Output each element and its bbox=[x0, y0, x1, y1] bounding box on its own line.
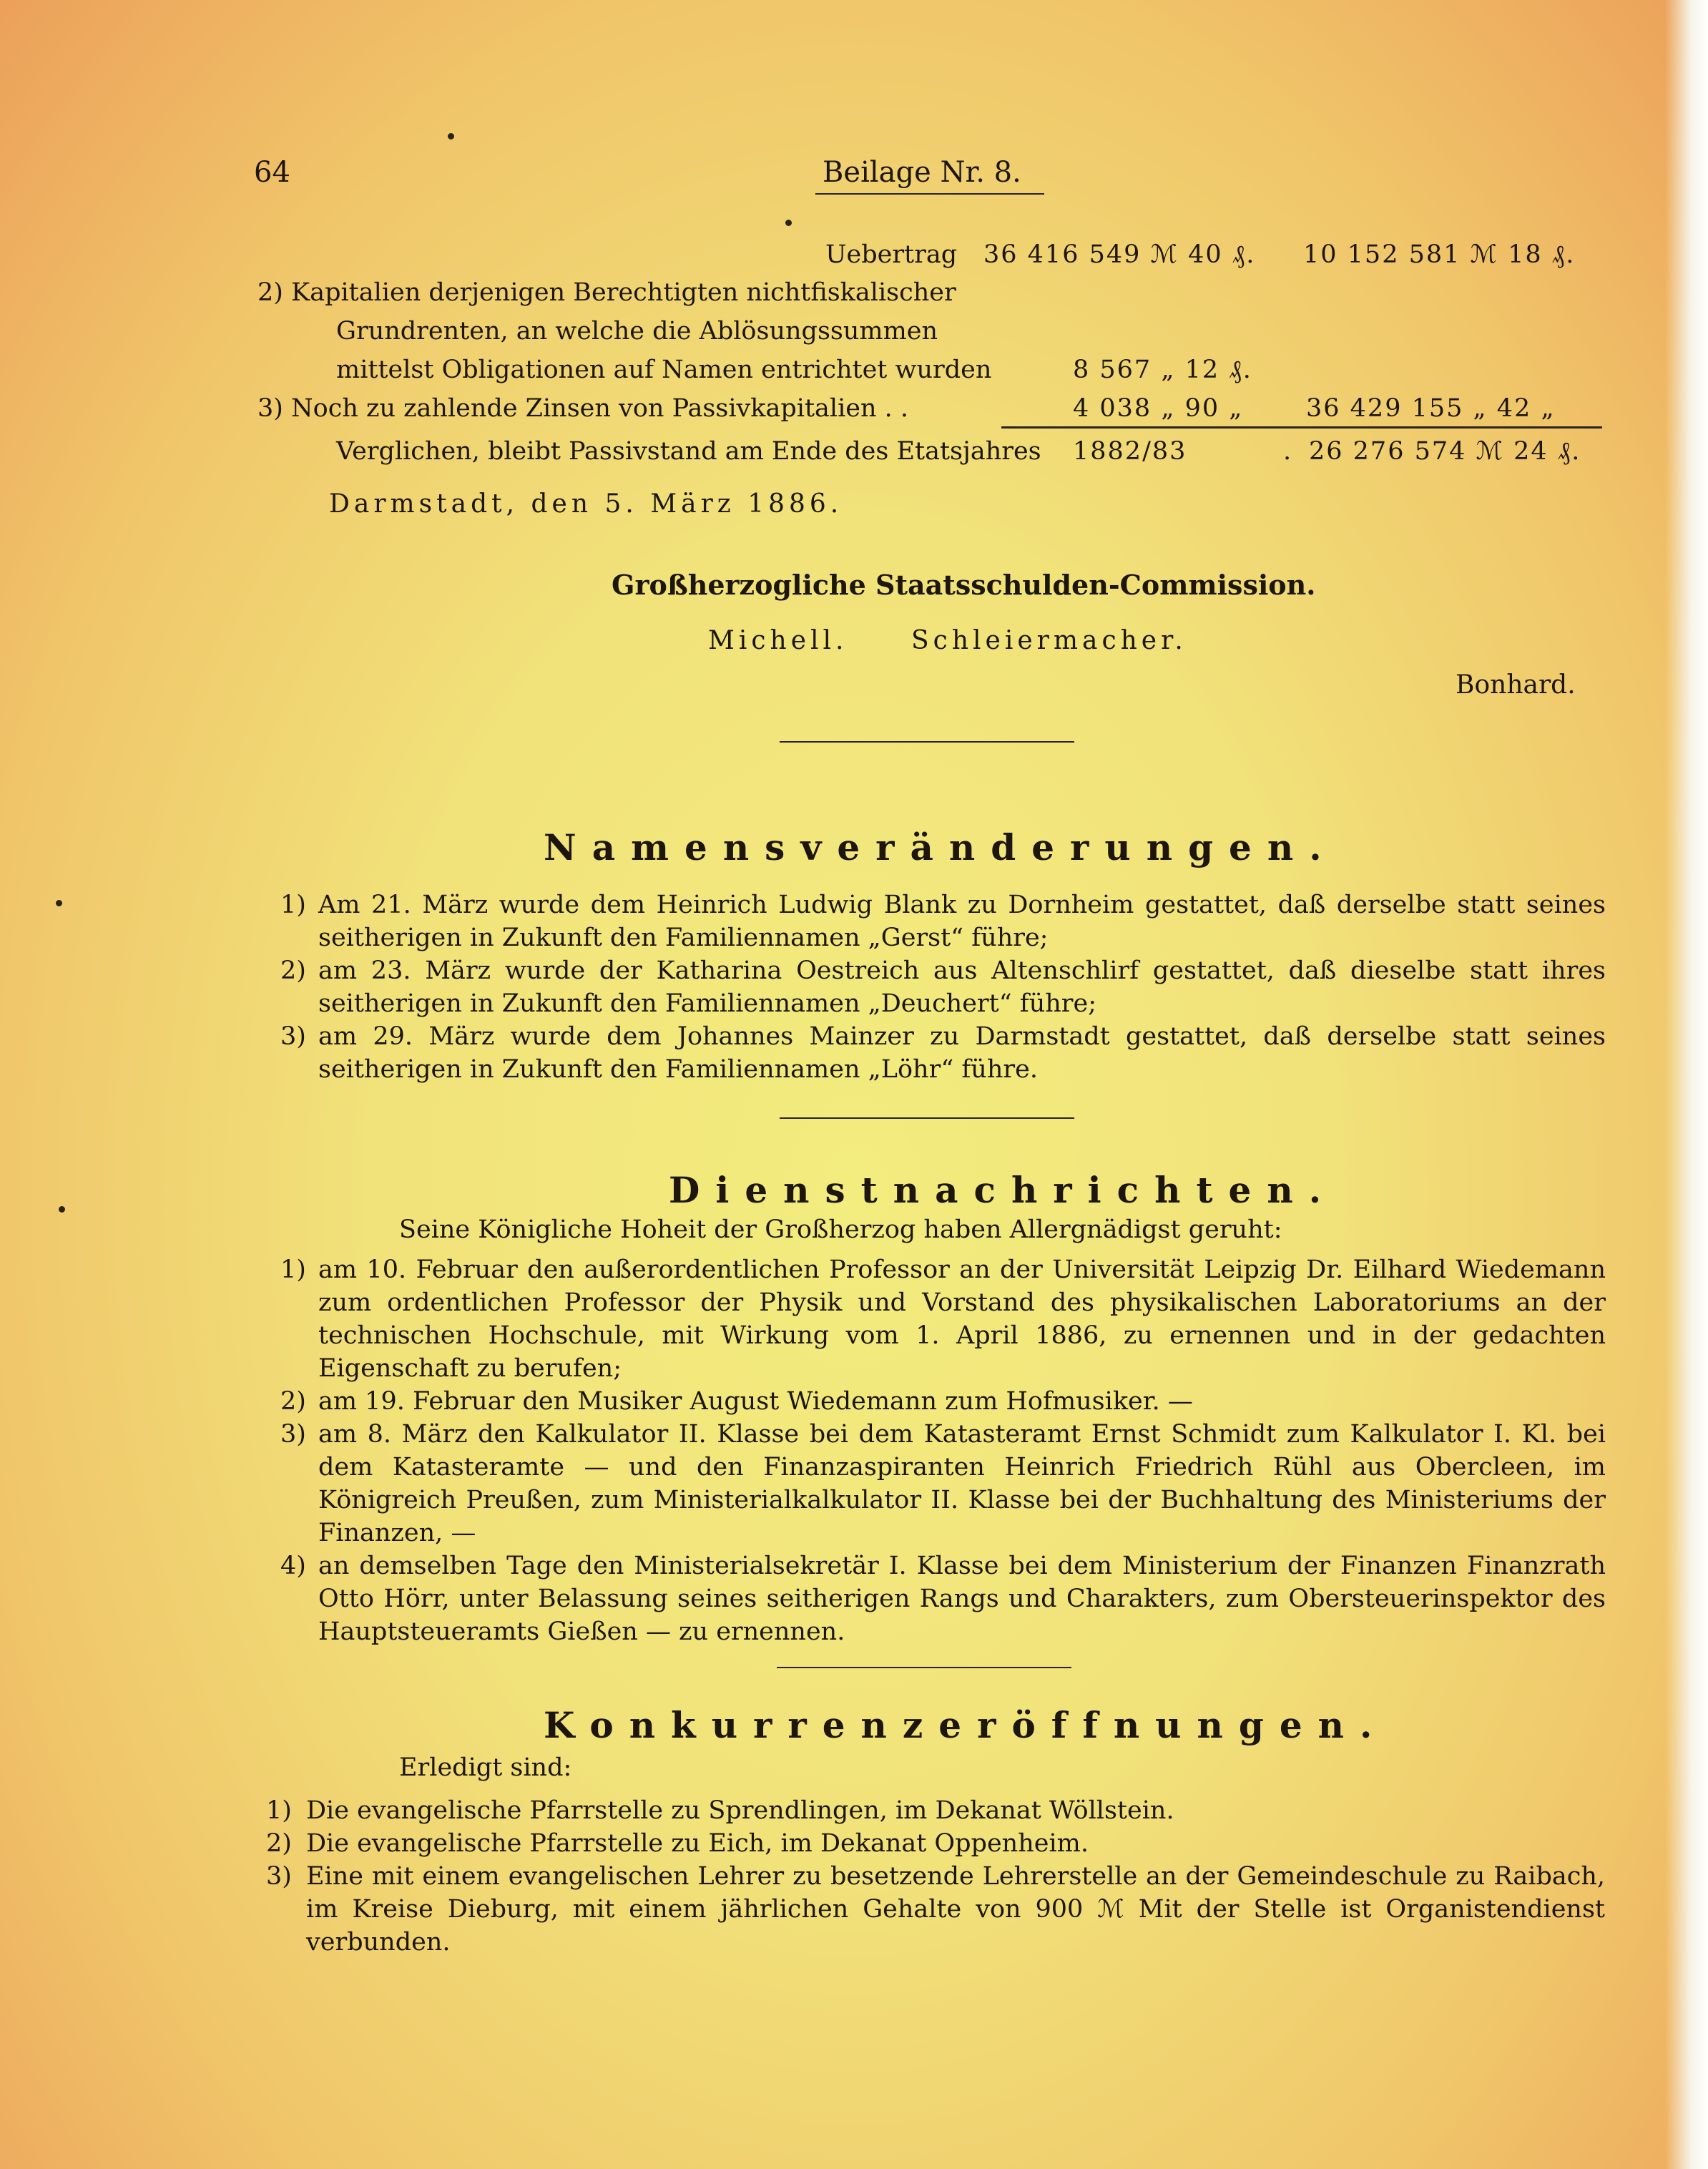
list-number: 1) bbox=[280, 891, 306, 919]
section-divider bbox=[780, 741, 1074, 743]
competitions-intro: Erledigt sind: bbox=[399, 1753, 572, 1782]
paper-edge bbox=[1665, 0, 1708, 2169]
section-heading-name-changes: Namensveränderungen. bbox=[544, 826, 1338, 868]
page-title: Beilage Nr. 8. bbox=[823, 156, 1021, 189]
service-item: am 19. Februar den Musiker August Wiedemann zum Hofmusiker. — bbox=[318, 1387, 1193, 1416]
ink-speck bbox=[59, 1206, 65, 1213]
item3-amount-1: 4 038 „ 90 „ bbox=[1073, 394, 1244, 423]
date-line: Darmstadt, den 5. März 1886. bbox=[329, 489, 843, 519]
section-heading-service-news: Dienstnachrichten. bbox=[669, 1169, 1338, 1211]
list-number: 2) bbox=[280, 1387, 306, 1416]
name-change-item: Am 21. März wurde dem Heinrich Ludwig Blank zu Dornheim gestattet, daß derselbe statt seines seitherigen in Zukunft den Familiennamen „Gerst“ führe; bbox=[318, 891, 1606, 952]
carry-amount-2: 10 152 581 ℳ 18 ₰. bbox=[1303, 240, 1576, 269]
list-number: 1) bbox=[266, 1796, 292, 1825]
ink-speck bbox=[785, 220, 792, 226]
competition-item: Die evangelische Pfarrstelle zu Eich, im Dekanat Oppenheim. bbox=[306, 1829, 1089, 1858]
carry-label: Uebertrag bbox=[825, 240, 958, 269]
ink-speck bbox=[56, 900, 62, 906]
compare-dot: . bbox=[1283, 437, 1292, 466]
name-change-item: am 29. März wurde dem Johannes Mainzer zu Darmstadt gestattet, daß derselbe statt seines seitherigen in Zukunft den Familiennamen „Löhr“ führe. bbox=[318, 1022, 1606, 1084]
page-number: 64 bbox=[254, 156, 290, 189]
list-number: 4) bbox=[280, 1552, 306, 1580]
authority-name: Großherzogliche Staatsschulden-Commission. bbox=[612, 569, 1316, 601]
list-number: 2) bbox=[280, 956, 306, 985]
title-underline bbox=[815, 193, 1044, 195]
sum-rule bbox=[1001, 426, 1602, 429]
signatory-michell: Michell. bbox=[708, 626, 848, 655]
compare-year: 1882/83 bbox=[1073, 437, 1187, 466]
item2-amount: 8 567 „ 12 ₰. bbox=[1073, 356, 1252, 384]
section-divider bbox=[780, 1117, 1074, 1119]
signatory-schleiermacher: Schleiermacher. bbox=[911, 626, 1187, 655]
service-item: an demselben Tage den Ministerialsekretär I. Klasse bei dem Ministerium der Finanzen Finanzrath Otto Hörr, unter Belassung seines seitherigen Rangs und Charakters, zum Obersteuerinspektor des Hauptsteueramts Gießen — zu ernennen. bbox=[318, 1552, 1606, 1646]
compare-amount: 26 276 574 ℳ 24 ₰. bbox=[1309, 437, 1581, 466]
list-number: 3) bbox=[280, 1022, 306, 1051]
competition-item: Eine mit einem evangelischen Lehrer zu besetzende Lehrerstelle an der Gemeindeschule zu Raibach, im Kreise Dieburg, mit einem jährlichen Gehalte von 900 ℳ Mit der Stelle ist Organistendienst verbunden. bbox=[306, 1862, 1605, 1957]
item3-amount-2: 36 429 155 „ 42 „ bbox=[1306, 394, 1556, 423]
signatory-bonhard: Bonhard. bbox=[1456, 670, 1576, 700]
service-item: am 10. Februar den außerordentlichen Professor an der Universität Leipzig Dr. Eilhard Wiedemann zum ordentlichen Professor der Physik und Vorstand des physikalischen Laboratoriums an der technischen Hochschule, mit Wirkung vom 1. April 1886, zu ernennen und in der gedachten Eigenschaft zu berufen; bbox=[318, 1255, 1606, 1383]
list-number: 2) bbox=[266, 1829, 292, 1858]
compare-label: Verglichen, bleibt Passivstand am Ende des Etatsjahres bbox=[336, 437, 1041, 466]
name-change-item: am 23. März wurde der Katharina Oestreich aus Altenschlirf gestattet, daß dieselbe statt ihres seitherigen in Zukunft den Familiennamen „Deuchert“ führe; bbox=[318, 956, 1606, 1018]
item2-label-line3: mittelst Obligationen auf Namen entrichtet wurden bbox=[336, 356, 992, 384]
competition-item: Die evangelische Pfarrstelle zu Sprendlingen, im Dekanat Wöllstein. bbox=[306, 1796, 1174, 1825]
service-item: am 8. März den Kalkulator II. Klasse bei dem Katasteramt Ernst Schmidt zum Kalkulator I. Kl. bei dem Katasteramte — und den Finanzaspiranten Heinrich Friedrich Rühl aus Obercleen, im Königreich Preußen, zum Ministerialkalkulator II. Klasse bei der Buchhaltung des Ministeriums der Finanzen, — bbox=[318, 1420, 1606, 1547]
list-number: 3) bbox=[280, 1420, 306, 1449]
item3-label: 3) Noch zu zahlende Zinsen von Passivkapitalien . . bbox=[257, 394, 909, 423]
ink-speck bbox=[448, 133, 454, 139]
service-intro: Seine Königliche Hoheit der Großherzog haben Allergnädigst geruht: bbox=[399, 1215, 1282, 1244]
section-heading-competitions: Konkurrenzeröffnungen. bbox=[544, 1704, 1388, 1746]
item2-label-line1: 2) Kapitalien derjenigen Berechtigten nichtfiskalischer bbox=[257, 278, 956, 307]
list-number: 3) bbox=[266, 1862, 292, 1891]
list-number: 1) bbox=[280, 1255, 306, 1284]
item2-label-line2: Grundrenten, an welche die Ablösungssummen bbox=[336, 317, 938, 346]
carry-amount-1: 36 416 549 ℳ 40 ₰. bbox=[983, 240, 1256, 269]
section-divider bbox=[777, 1667, 1071, 1668]
